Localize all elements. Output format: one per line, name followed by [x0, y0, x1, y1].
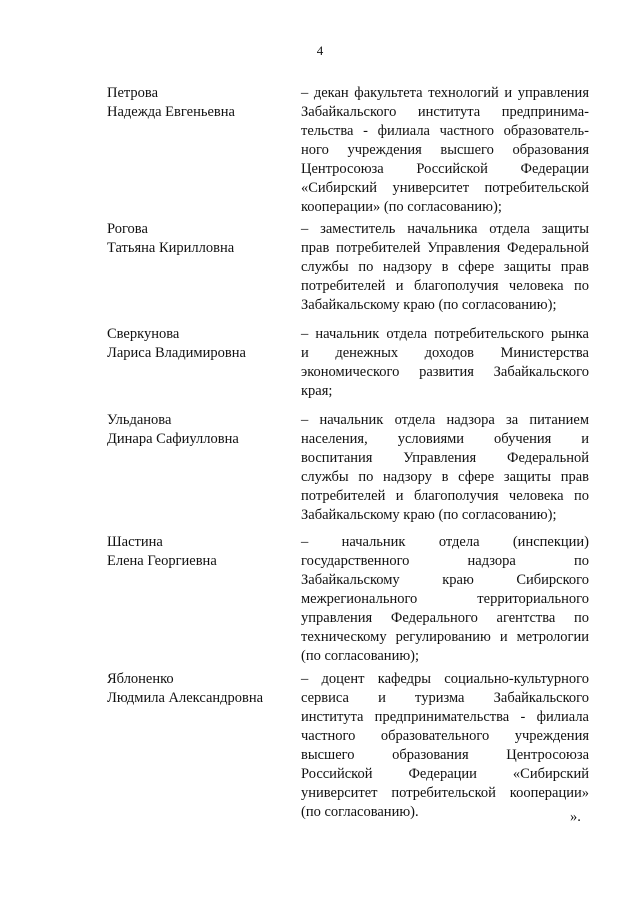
role-line: края; [301, 383, 333, 399]
role-line: – начальник отдела потребительского рынка [301, 326, 589, 342]
member-surname: Шастина [107, 534, 163, 550]
role-line: службы по надзору в сфере защиты прав [301, 469, 589, 485]
member-given-names: Надежда Евгеньевна [107, 104, 235, 120]
member-given-names: Елена Георгиевна [107, 553, 217, 569]
closing-quote-mark: ». [570, 809, 581, 825]
member-given-names: Татьяна Кирилловна [107, 240, 235, 256]
role-line: управления Федерального агентства по [301, 610, 589, 626]
role-line: техническому регулированию и метрологии [301, 629, 589, 645]
member-role [301, 220, 589, 315]
member-role [301, 325, 589, 401]
role-line: тельства - филиала частного образователь- [301, 123, 589, 139]
role-line: – декан факультета технологий и управления [301, 85, 589, 101]
member-surname: Сверкунова [107, 326, 180, 342]
member-role [301, 670, 589, 822]
role-line: Российской Федерации «Сибирский [301, 766, 589, 782]
member-given-names: Динара Сафиулловна [107, 431, 239, 447]
role-line: института предпринимательства - филиала [301, 709, 589, 725]
role-line: сервиса и туризма Забайкальского [301, 690, 589, 706]
role-line: Забайкальскому краю Сибирского [301, 572, 589, 588]
role-line: Центросоюза Российской Федерации [301, 161, 589, 177]
role-line: населения, условиями обучения и [301, 431, 589, 447]
role-line: и денежных доходов Министерства [301, 345, 589, 361]
member-role [301, 411, 589, 525]
member-name [107, 411, 292, 449]
role-line: Забайкальского института предпринима- [301, 104, 589, 120]
role-line: ного учреждения высшего образования [301, 142, 589, 158]
role-line: прав потребителей Управления Федеральной [301, 240, 589, 256]
role-line: (по согласованию); [301, 648, 420, 664]
role-line: службы по надзору в сфере защиты прав [301, 259, 589, 275]
member-given-names: Людмила Александровна [107, 690, 264, 706]
member-name [107, 325, 292, 363]
member-given-names: Лариса Владимировна [107, 345, 246, 361]
role-line: высшего образования Центросоюза [301, 747, 589, 763]
member-surname: Рогова [107, 221, 148, 237]
role-line: университет потребительской кооперации» [301, 785, 589, 801]
role-line: – начальник отдела надзора за питанием [301, 412, 589, 428]
member-surname: Ульданова [107, 412, 172, 428]
member-name [107, 533, 292, 571]
member-name [107, 670, 292, 708]
member-role [301, 533, 589, 666]
role-line: воспитания Управления Федеральной [301, 450, 589, 466]
role-line: частного образовательного учреждения [301, 728, 589, 744]
role-line: экономического развития Забайкальского [301, 364, 589, 380]
role-line: Забайкальскому краю (по согласованию); [301, 297, 557, 313]
role-line: потребителей и благополучия человека по [301, 488, 589, 504]
role-line: «Сибирский университет потребительской [301, 180, 589, 196]
role-line: межрегионального территориального [301, 591, 589, 607]
role-line: Забайкальскому краю (по согласованию); [301, 507, 557, 523]
page-number: 4 [316, 43, 324, 58]
role-line: – доцент кафедры социально-культурного [301, 671, 589, 687]
member-name [107, 220, 292, 258]
role-line: кооперации» (по согласованию); [301, 199, 502, 215]
member-role [301, 84, 589, 217]
member-surname: Петрова [107, 85, 159, 101]
role-line: государственного надзора по [301, 553, 589, 569]
role-line: (по согласованию). [301, 804, 419, 820]
member-name [107, 84, 292, 122]
member-surname: Яблоненко [107, 671, 174, 687]
role-line: – начальник отдела (инспекции) [301, 534, 589, 550]
role-line: потребителей и благополучия человека по [301, 278, 589, 294]
role-line: – заместитель начальника отдела защиты [301, 221, 589, 237]
